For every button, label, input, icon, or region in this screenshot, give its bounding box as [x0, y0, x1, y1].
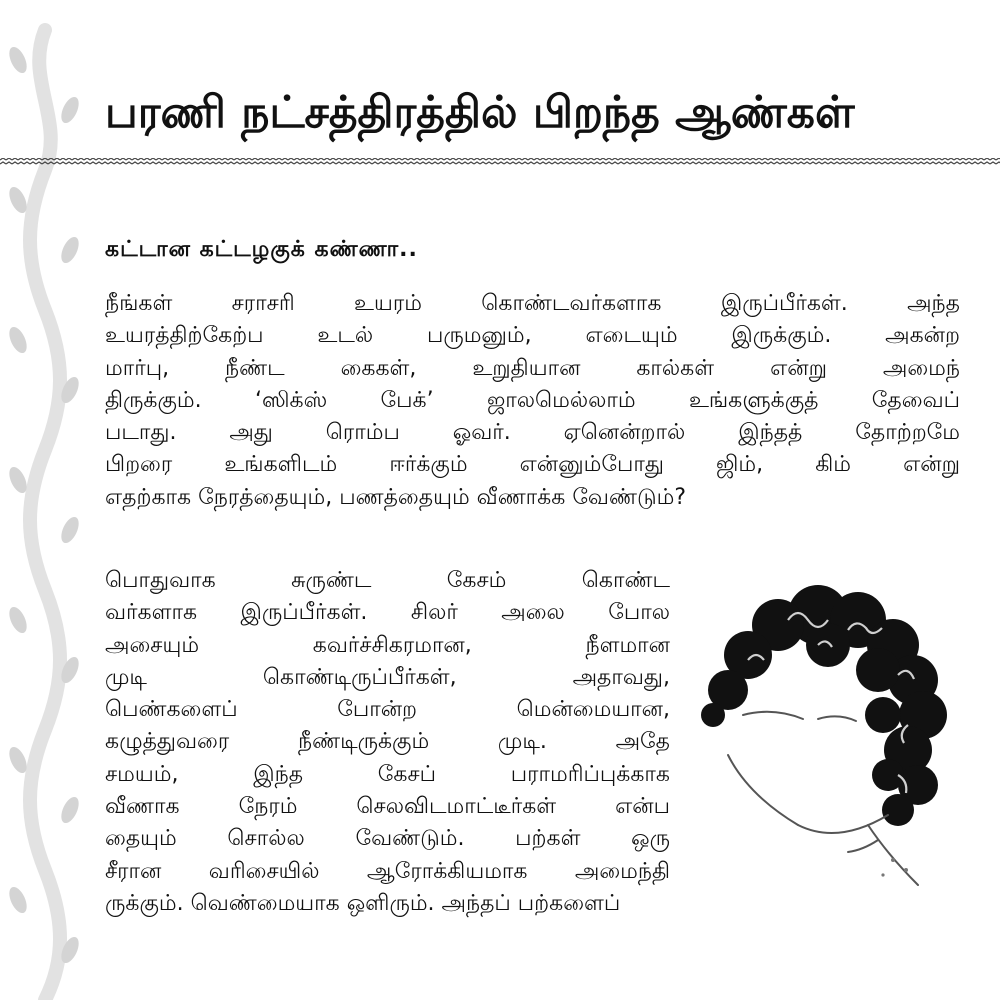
paragraph-line: மார்பு, நீண்ட கைகள், உறுதியான கால்கள் என்று அமைந் — [105, 355, 960, 381]
paragraph-line: பிறரை உங்களிடம் ஈர்க்கும் என்னும்போது ஜிம், கிம் என்று — [105, 452, 960, 478]
paragraph-line: ருக்கும். வெண்மையாக ஒளிரும். அந்தப் பற்களைப் — [105, 890, 621, 916]
paragraph-line: தையும் சொல்ல வேண்டும். பற்கள் ஒரு — [105, 826, 670, 852]
page-title: பரணி நட்சத்திரத்தில் பிறந்த ஆண்கள் — [105, 87, 855, 138]
paragraph-line: திருக்கும். ‘ஸிக்ஸ் பேக்’ ஜாலமெல்லாம் உங்களுக்குத் தேவைப் — [105, 387, 960, 413]
paragraph-line: அசையும் கவர்ச்சிகரமான, நீளமான — [105, 632, 670, 658]
decorative-vine-border — [0, 0, 90, 1000]
paragraph-line: பொதுவாக சுருண்ட கேசம் கொண்ட — [105, 568, 670, 593]
paragraph-line: உயரத்திற்கேற்ப உடல் பருமனும், எடையும் இருக்கும். அகன்ற — [105, 323, 960, 349]
paragraph-line: பெண்களைப் போன்ற மென்மையான, — [105, 697, 670, 723]
paragraph-line: நீங்கள் சராசரி உயரம் கொண்டவர்களாக இருப்பீர்கள். அந்த — [105, 291, 960, 316]
paragraph-line: வர்களாக இருப்பீர்கள். சிலர் அலை போல — [105, 600, 670, 626]
section-heading: கட்டான கட்டழகுக் கண்ணா.. — [105, 237, 418, 262]
paragraph-line: வீணாக நேரம் செலவிடமாட்டீர்கள் என்ப — [105, 794, 670, 820]
paragraph-line: படாது. அது ரொம்ப ஓவர். ஏனென்றால் இந்தத் தோற்றமே — [105, 420, 960, 446]
paragraph-line: கழுத்துவரை நீண்டிருக்கும் முடி. அதே — [105, 729, 670, 755]
paragraph-line: சீரான வரிசையில் ஆரோக்கியமாக அமைந்தி — [105, 858, 670, 884]
title-divider — [0, 158, 1000, 166]
body-paragraph-1 — [105, 288, 960, 514]
curly-hair-man-icon — [668, 575, 968, 895]
paragraph-line: முடி கொண்டிருப்பீர்கள், அதாவது, — [105, 664, 670, 690]
paragraph-line: எதற்காக நேரத்தையும், பணத்தையும் வீணாக்க வேண்டும்? — [105, 484, 687, 510]
body-paragraph-2 — [105, 565, 670, 920]
paragraph-line: சமயம், இந்த கேசப் பராமரிப்புக்காக — [105, 761, 670, 787]
